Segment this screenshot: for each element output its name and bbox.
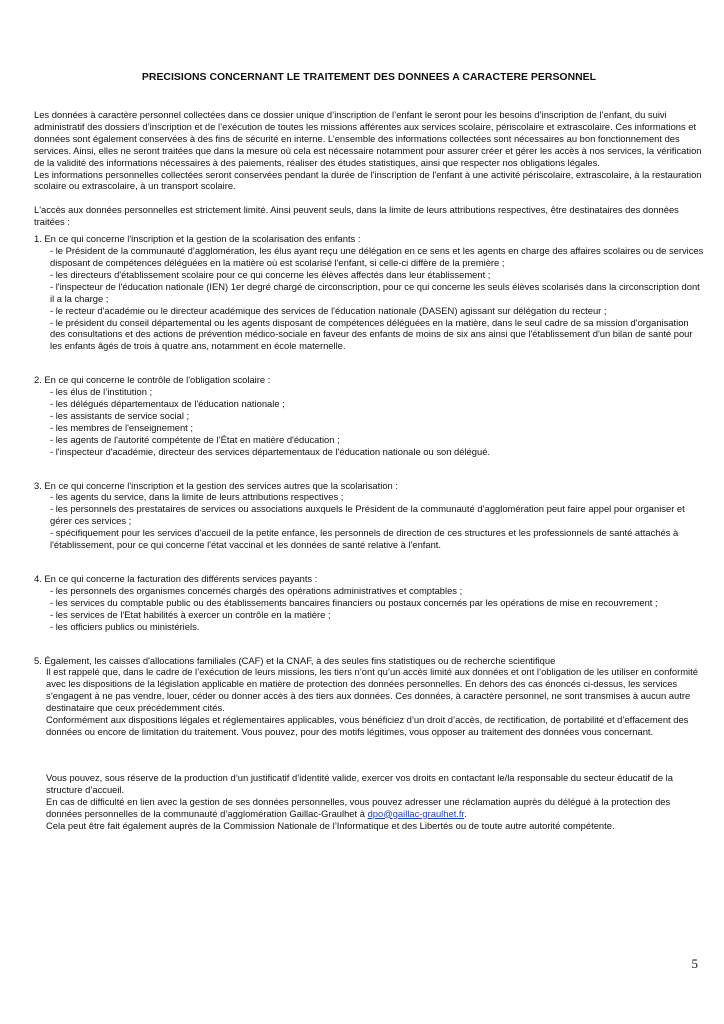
closing-paragraph-rights: Vous pouvez, sous réserve de la production d’un justificatif d’identité valide, exercer vos droits en contactant le/la responsable du secteur éducatif de la structure d’accueil. bbox=[46, 771, 673, 795]
dpo-email-link[interactable]: dpo@gaillac-graulhet.fr bbox=[367, 807, 465, 819]
closing-block bbox=[34, 772, 704, 832]
complaint-text: En cas de difficulté en lien avec la gestion de ses données personnelles, vous pouvez adresser une réclamation auprès du délégué à la protection des données personnelles de la communauté d’agglomération Gaillac-Graulhet à bbox=[46, 795, 671, 819]
document-page bbox=[34, 72, 704, 831]
document-title: PRECISIONS CONCERNANT LE TRAITEMENT DES DONNEES A CARACTERE PERSONNEL bbox=[141, 72, 597, 83]
section-3-item: - les personnels des prestataires de services ou associations auxquels le Président de la communauté d’agglomération peut faire appel pour organiser et gérer ces services ; bbox=[50, 503, 685, 527]
section-2-item: - les délégués départementaux de l'éducation nationale ; bbox=[50, 398, 285, 410]
section-2-item: - les assistants de service social ; bbox=[50, 409, 190, 421]
section-4-heading: 4. En ce qui concerne la facturation des différents services payants : bbox=[34, 573, 318, 584]
section-1-item: - l'inspecteur de l'éducation nationale (IEN) 1er degré chargé de circonscription, pour ce qui concerne les seuls élèves scolarisés dans la circonscription dont il a la charge ; bbox=[50, 280, 700, 304]
page-number: 5 bbox=[691, 956, 698, 971]
section-5-heading: 5. Également, les caisses d'allocations familiales (CAF) et la CNAF, à des seules fins statistiques ou de recherche scientifique bbox=[34, 654, 556, 666]
complaint-end: . bbox=[464, 807, 467, 819]
section-3-item: - spécifiquement pour les services d'accueil de la petite enfance, les personnels de direction de ces structures et les professionnels de santé attachés à l'établissement, pour ce qui concerne l'état vaccinal et les données de santé relative à l'enfant. bbox=[50, 527, 679, 551]
section-4-item: - les personnels des organismes concernés chargés des opérations administratives et comptables ; bbox=[50, 584, 463, 596]
section-2-item: - les membres de l'enseignement ; bbox=[50, 421, 194, 433]
section-2-item: - les agents de l'autorité compétente de l’État en matière d'éducation ; bbox=[50, 433, 340, 445]
section-5-paragraph: Conformément aux dispositions légales et réglementaires applicables, vous bénéficiez d’un droit d’accès, de rectification, de portabilité et d’effacement des données ou encore de limitation du traitement. Vous pouvez, pour des motifs légitimes, vous opposer au traitement des données vous concernant. bbox=[46, 714, 689, 737]
intro-paragraph-2: Les informations personnelles collectées seront conservées pendant la durée de l'inscription de l'enfant à une activité périscolaire, extrascolaire, à la restauration scolaire ou extrascolaire, à un transport scolaire. bbox=[34, 168, 702, 192]
section-1-item: - les directeurs d'établissement scolaire pour ce qui concerne les élèves affectés dans leur établissement ; bbox=[50, 268, 491, 280]
section-1-item: - le Président de la communauté d’agglomération, les élus ayant reçu une délégation en ce sens et les agents en charge des affaires scolaires ou de services disposant de compétences déléguées en la matière où est scolarisé l'enfant, si celle-ci diffère de la première ; bbox=[50, 245, 704, 268]
intro-paragraph-1: Les données à caractère personnel collectées dans ce dossier unique d’inscription de l’enfant le seront pour les besoins d’inscription de l’enfant, du suivi administratif des dossiers d’inscription et de l’exécution de toutes les missions afférentes aux services scolaire, périscolaire et extrascolaire. Ces informations et données sont également conservées à des fins de sécurité en interne. L’ensemble des informations collectées sont nécessaires au bon fonctionnement des services. Ainsi, elles ne seront traitées que dans la mesure où cela est nécessaire notamment pour assurer créer et gérer les accès à nos services, la vérification de la validité des informations nécessaires à des paiements, réaliser des études statistiques, ainsi que respecter nos obligations légales. bbox=[34, 109, 702, 168]
section-3 bbox=[34, 480, 704, 551]
section-4-item: - les officiers publics ou ministériels. bbox=[50, 620, 200, 632]
closing-paragraph-complaint bbox=[34, 796, 704, 820]
section-3-heading: 3. En ce qui concerne l'inscription et la gestion des services autres que la scolarisation : bbox=[34, 479, 398, 491]
section-3-item: - les agents du service, dans la limite de leurs attributions respectives ; bbox=[50, 491, 344, 503]
section-5-paragraph: Il est rappelé que, dans le cadre de l’exécution de leurs missions, les tiers n’ont qu’un accès limité aux données et ont l’obligation de les utiliser en conformité avec les dispositions de la législation applicable en matière de protection des données personnelles. En dehors des cas énoncés ci-dessus, les services s’engagent à ne pas vendre, louer, céder ou donner accès à des tiers aux données. Ces données, à caractère personnel, ne sont transmises à aucun autre destinataire que ceux précédemment cités. bbox=[46, 666, 698, 714]
section-1-item: - le président du conseil départemental ou les agents disposant de compétences déléguées en la matière, dans le seul cadre de sa mission d'organisation des consultations et des actions de prévention médico-sociale en faveur des enfants de moins de six ans ainsi que l'établissement d'un bilan de santé pour les enfants âgés de trois à quatre ans, notamment en école maternelle. bbox=[50, 316, 693, 352]
section-4-item: - les services de l'Etat habilités à exercer un contrôle en la matière ; bbox=[50, 608, 331, 620]
section-2 bbox=[34, 374, 704, 457]
access-intro: L'accès aux données personnelles est strictement limité. Ainsi peuvent seuls, dans la limite de leurs attributions respectives, être destinataires des données traitées : bbox=[34, 204, 679, 228]
closing-paragraph-cnil: Cela peut être fait également auprès de la Commission Nationale de l’Informatique et des Libertés ou de toute autre autorité compétente. bbox=[46, 819, 615, 831]
section-1-heading: 1. En ce qui concerne l'inscription et la gestion de la scolarisation des enfants : bbox=[34, 233, 361, 245]
section-4 bbox=[34, 573, 704, 633]
section-2-heading: 2. En ce qui concerne le contrôle de l'obligation scolaire : bbox=[34, 374, 271, 386]
section-2-item: - l'inspecteur d'académie, directeur des services départementaux de l'éducation nationale ou son délégué. bbox=[50, 445, 491, 457]
section-5 bbox=[34, 655, 704, 738]
section-1-item: - le recteur d'académie ou le directeur académique des services de l'éducation nationale (DASEN) agissant sur délégation du recteur ; bbox=[50, 304, 607, 316]
section-4-item: - les services du comptable public ou des établissements bancaires financiers ou postaux concernés par les opérations de mise en recouvrement ; bbox=[50, 596, 658, 608]
section-1 bbox=[34, 233, 704, 352]
section-2-item: - les élus de l’institution ; bbox=[50, 386, 153, 398]
